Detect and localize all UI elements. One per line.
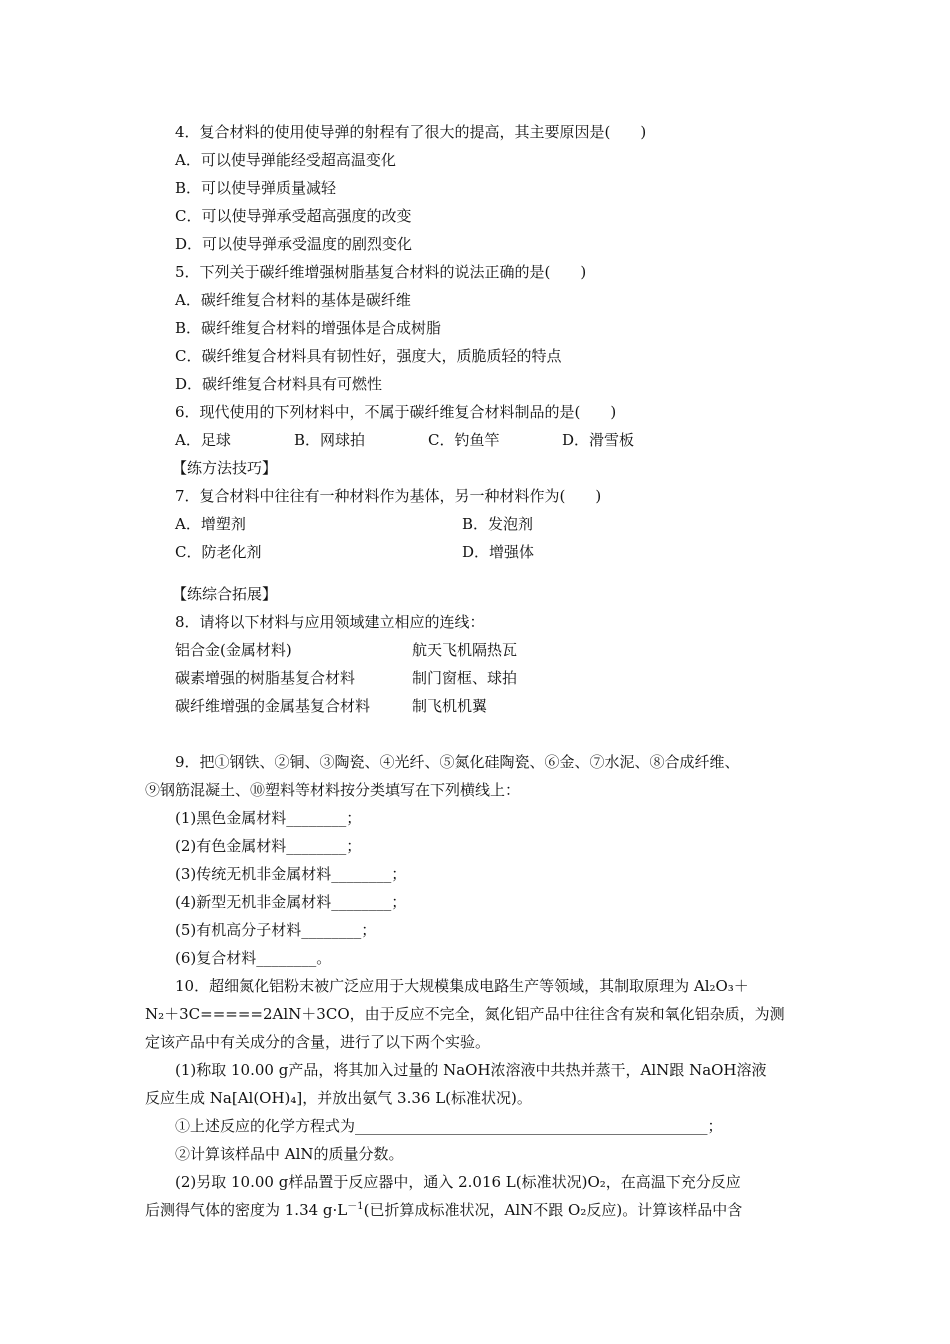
- q8-application-1: 航天飞机隔热瓦: [412, 641, 518, 659]
- q9-item-6: (6)复合材料________。: [175, 949, 332, 967]
- q8-application-2: 制门窗框、球拍: [412, 669, 518, 687]
- q9-item-3: (3)传统无机非金属材料________；: [175, 865, 407, 883]
- q7-option-d: D．增强体: [462, 543, 535, 561]
- q5-option-a: A．碳纤维复合材料的基体是碳纤维: [175, 291, 411, 309]
- q6-option-d: D．滑雪板: [562, 431, 635, 449]
- q10-part2-line2-b: (已折算成标准状况，AlN不跟 O₂反应)。计算该样品中含: [363, 1201, 743, 1219]
- q6-option-a: A．足球: [175, 431, 231, 449]
- q7-stem: 7．复合材料中往往有一种材料作为基体，另一种材料作为( ): [175, 487, 602, 505]
- q9-item-2: (2)有色金属材料________；: [175, 837, 362, 855]
- q10-part1-question1: ①上述反应的化学方程式为_______________________________________________；: [175, 1117, 723, 1135]
- q9-stem-line1: 9．把①钢铁、②铜、③陶瓷、④光纤、⑤氮化硅陶瓷、⑥金、⑦水泥、⑧合成纤维、: [175, 753, 740, 771]
- q8-material-3: 碳纤维增强的金属基复合材料: [175, 697, 371, 715]
- q6-option-c: C．钓鱼竿: [428, 431, 500, 449]
- q10-part1-line1: (1)称取 10.00 g产品，将其加入过量的 NaOH浓溶液中共热并蒸干，AlN跟 NaOH溶液: [175, 1061, 767, 1079]
- q4-option-a: A．可以使导弹能经受超高温变化: [175, 151, 396, 169]
- q7-option-b: B．发泡剂: [462, 515, 534, 533]
- q6-option-b: B．网球拍: [294, 431, 366, 449]
- q10-part2-line1: (2)另取 10.00 g样品置于反应器中，通入 2.016 L(标准状况)O₂，在高温下充分反应: [175, 1173, 741, 1191]
- q8-material-1: 铝合金(金属材料): [175, 641, 292, 659]
- q10-part1-line2: 反应生成 Na[Al(OH)₄]，并放出氨气 3.36 L(标准状况)。: [145, 1089, 532, 1107]
- q9-item-4: (4)新型无机非金属材料________；: [175, 893, 407, 911]
- q9-stem-line2: ⑨钢筋混凝土、⑩塑料等材料按分类填写在下列横线上：: [145, 781, 521, 799]
- q5-option-c: C．碳纤维复合材料具有韧性好，强度大，质脆质轻的特点: [175, 347, 562, 365]
- q10-part1-question2: ②计算该样品中 AlN的质量分数。: [175, 1145, 404, 1163]
- q10-part2-line2-sup: －1: [347, 1201, 364, 1212]
- q8-application-3: 制飞机机翼: [412, 697, 488, 715]
- q5-option-b: B．碳纤维复合材料的增强体是合成树脂: [175, 319, 442, 337]
- q8-material-2: 碳素增强的树脂基复合材料: [175, 669, 356, 687]
- q4-option-b: B．可以使导弹质量减轻: [175, 179, 337, 197]
- q8-stem: 8．请将以下材料与应用领域建立相应的连线：: [175, 613, 485, 631]
- q10-stem-line1: 10．超细氮化铝粉末被广泛应用于大规模集成电路生产等领域，其制取原理为 Al₂O₃＋: [175, 977, 749, 995]
- q10-stem-line3: 定该产品中有关成分的含量，进行了以下两个实验。: [145, 1033, 491, 1051]
- q4-stem: 4．复合材料的使用使导弹的射程有了很大的提高，其主要原因是( ): [175, 123, 647, 141]
- q6-stem: 6．现代使用的下列材料中，不属于碳纤维复合材料制品的是( ): [175, 403, 617, 421]
- q10-stem-line2: N₂＋3C=====2AlN＋3CO，由于反应不完全，氮化铝产品中往往含有炭和氧化铝杂质，为测: [145, 1005, 785, 1023]
- q5-option-d: D．碳纤维复合材料具有可燃性: [175, 375, 383, 393]
- q10-part2-line2: [145, 1200, 742, 1220]
- q10-part2-line2-a: 后测得气体的密度为 1.34 g·L: [145, 1201, 348, 1219]
- section-method-heading: 【练方法技巧】: [172, 459, 278, 477]
- q4-option-d: D．可以使导弹承受温度的剧烈变化: [175, 235, 413, 253]
- section-extend-heading: 【练综合拓展】: [172, 585, 278, 603]
- q4-option-c: C．可以使导弹承受超高强度的改变: [175, 207, 412, 225]
- q9-item-1: (1)黑色金属材料________；: [175, 809, 362, 827]
- q9-item-5: (5)有机高分子材料________；: [175, 921, 377, 939]
- q7-option-a: A．增塑剂: [175, 515, 246, 533]
- q5-stem: 5．下列关于碳纤维增强树脂基复合材料的说法正确的是( ): [175, 263, 587, 281]
- q7-option-c: C．防老化剂: [175, 543, 262, 561]
